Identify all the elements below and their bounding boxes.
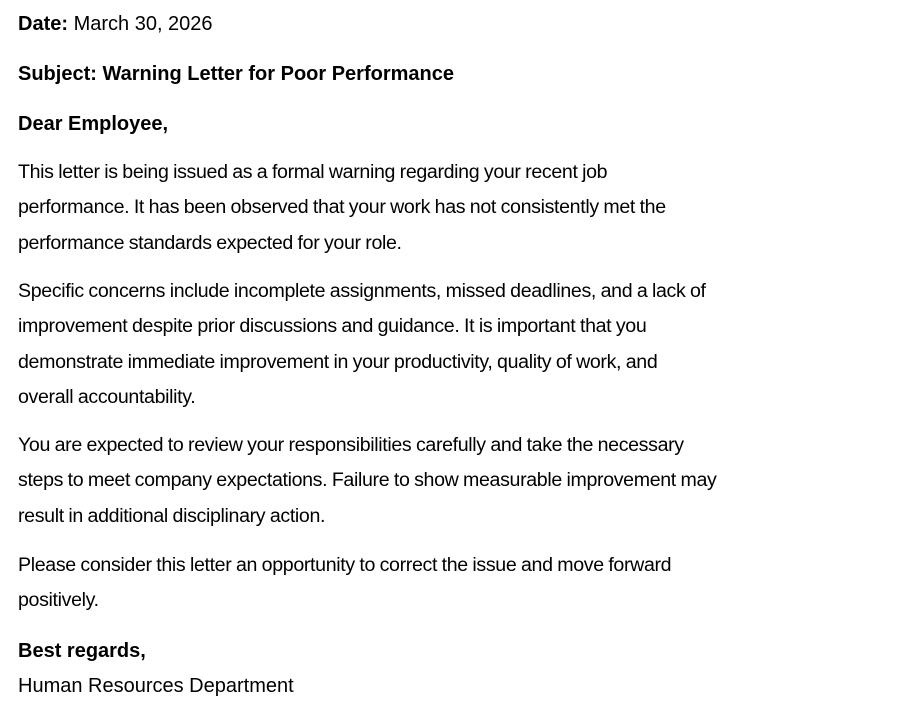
paragraph-line: You are expected to review your responsibilities carefully and take the necessary (18, 434, 684, 456)
paragraph-line: result in additional disciplinary action. (18, 504, 326, 527)
paragraph-line: overall accountability. (18, 385, 196, 408)
salutation: Dear Employee, (18, 113, 169, 135)
subject-line: Subject: Warning Letter for Poor Performance (18, 63, 454, 85)
closing: Best regards, (18, 640, 146, 662)
date-value: March 30, 2026 (68, 13, 213, 35)
paragraph-line: positively. (18, 589, 99, 612)
paragraph-concerns (18, 274, 878, 415)
paragraph-opportunity (18, 548, 878, 619)
date-label: Date: (18, 13, 69, 35)
paragraph-line: improvement despite prior discussions and guidance. It is important that you (18, 315, 647, 338)
paragraph-line: steps to meet company expectations. Failure to show measurable improvement may (18, 469, 717, 492)
date-line (18, 10, 213, 38)
paragraph-line: demonstrate immediate improvement in your productivity, quality of work, and (18, 350, 658, 373)
signature: Human Resources Department (18, 675, 294, 697)
paragraph-line: performance standards expected for your role. (18, 231, 402, 254)
paragraph-line: This letter is being issued as a formal warning regarding your recent job (18, 161, 608, 183)
paragraph-expectations (18, 428, 878, 534)
paragraph-line: Specific concerns include incomplete assignments, missed deadlines, and a lack of (18, 280, 706, 302)
paragraph-warning-intro (18, 155, 878, 261)
paragraph-line: Please consider this letter an opportunity to correct the issue and move forward (18, 554, 672, 576)
paragraph-line: performance. It has been observed that your work has not consistently met the (18, 196, 666, 219)
